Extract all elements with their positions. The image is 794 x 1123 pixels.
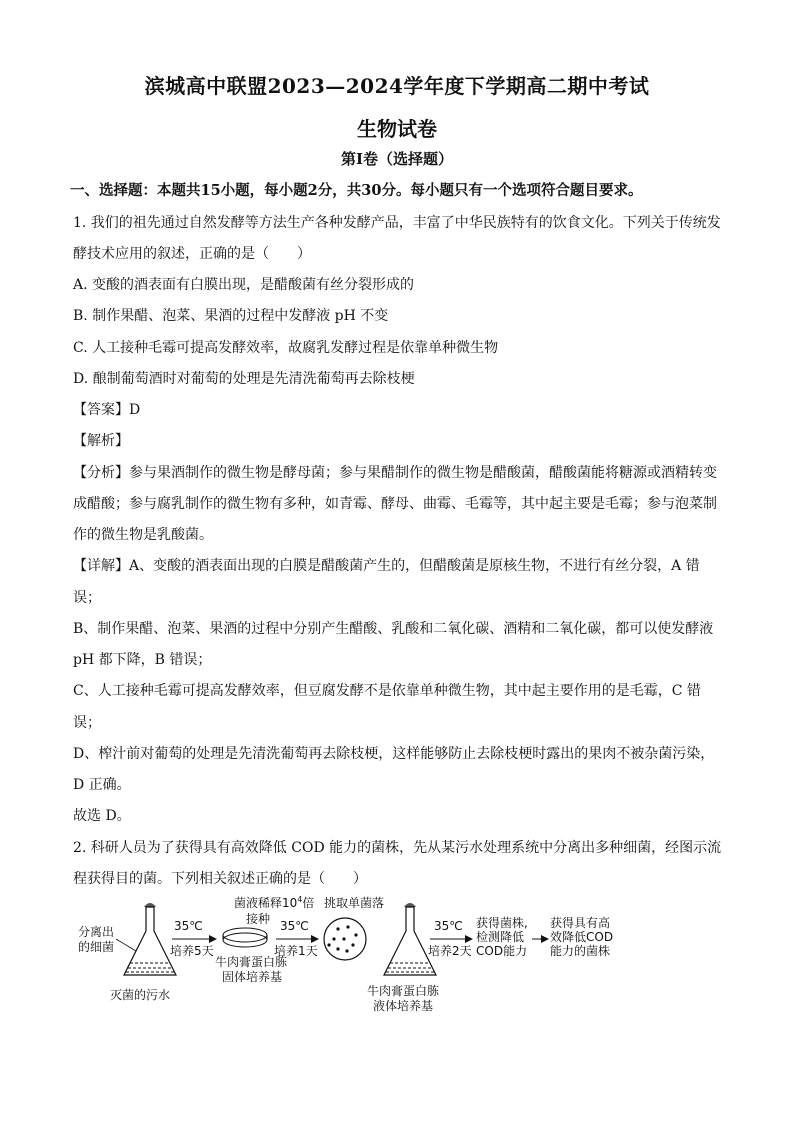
- q1-option-d: D. 酿制葡萄酒时对葡萄的处理是先清洗葡萄再去除枝梗: [73, 371, 415, 387]
- q1-option-b: B. 制作果醋、泡菜、果酒的过程中发酵液 pH 不变: [73, 308, 389, 324]
- analysis-line: 作的微生物是乳酸菌。: [73, 527, 213, 543]
- culture-label-3: 培养2天: [428, 944, 472, 958]
- q1-option-a: A. 变酸的酒表面有白膜出现，是醋酸菌有丝分裂形成的: [73, 277, 415, 293]
- q2-stem-line1: 2. 科研人员为了获得具有高效降低 COD 能力的菌株，先从某污水处理系统中分离出多种细菌，经图示流: [73, 840, 722, 856]
- q1-answer: 【答案】D: [73, 402, 141, 418]
- analysis-line: D、榨汁前对葡萄的处理是先清洗葡萄再去除枝梗，这样能够防止去除枝梗时露出的果肉不被杂菌污染，: [73, 746, 715, 762]
- colony-plate-icon: [324, 918, 366, 960]
- liquid-medium-label-2: 液体培养基: [373, 999, 434, 1013]
- liquid-medium-label-1: 牛肉膏蛋白胨: [367, 984, 440, 998]
- analysis-line: D 正确。: [73, 777, 131, 793]
- q1-analysis-label: 【解析】: [73, 433, 129, 449]
- analysis-line: 成醋酸；参与腐乳制作的微生物有多种，如青霉、酵母、曲霉、毛霉等，其中起主要是毛霉；参与泡菜制: [73, 496, 717, 512]
- solid-medium-label-1: 牛肉膏蛋白胨: [215, 955, 288, 969]
- analysis-line: pH 都下降，B 错误；: [73, 652, 212, 668]
- obtain-strain-label-1: 获得菌株,: [476, 916, 528, 930]
- pick-colony-label: 挑取单菌落: [324, 896, 385, 910]
- temp-label-2: 35℃: [280, 919, 309, 933]
- q2-stem-line2: 程获得目的菌。下列相关叙述正确的是（ ）: [73, 871, 367, 887]
- temp-label-3: 35℃: [434, 919, 463, 933]
- obtain-strain-label-3: COD能力: [476, 944, 528, 958]
- flask-icon-1: [116, 903, 176, 975]
- subject-title: 生物试卷: [357, 117, 437, 141]
- flow-diagram: [70, 893, 630, 1018]
- culture-label-1: 培养5天: [170, 944, 214, 958]
- q1-option-c: C. 人工接种毛霉可提高发酵效率，故腐乳发酵过程是依靠单种微生物: [73, 340, 499, 356]
- flask-icon-2: [384, 903, 436, 975]
- analysis-line: 误；: [73, 715, 101, 731]
- temp-label-1: 35℃: [174, 919, 203, 933]
- culture-label-2: 培养1天: [274, 944, 318, 958]
- section-heading: 一、选择题：本题共15小题，每小题2分，共30分。每小题只有一个选项符合题目要求。: [70, 182, 643, 199]
- inoculate-label: 接种: [246, 912, 271, 926]
- exam-title: 滨城高中联盟2023—2024学年度下学期高二期中考试: [144, 74, 650, 98]
- isolated-bacteria-label: 分离出: [78, 925, 115, 939]
- sterilized-sewage-label: 灭菌的污水: [110, 988, 171, 1002]
- volume-title: 第Ⅰ卷（选择题）: [340, 150, 454, 168]
- final-strain-label-1: 获得具有高: [550, 916, 611, 930]
- analysis-line: B、制作果醋、泡菜、果酒的过程中分别产生醋酸、乳酸和二氧化碳、酒精和二氧化碳，都可以使发酵液: [73, 621, 714, 637]
- q1-stem-line2: 酵技术应用的叙述，正确的是（ ）: [73, 246, 311, 262]
- analysis-line: C、人工接种毛霉可提高发酵效率，但豆腐发酵不是依靠单种微生物，其中起主要作用的是毛霉，C 错: [73, 683, 701, 699]
- analysis-line: 故选 D。: [73, 808, 131, 824]
- analysis-line: 【详解】A、变酸的酒表面出现的白膜是醋酸菌产生的，但醋酸菌是原核生物，不进行有丝分裂，A 错: [73, 558, 700, 574]
- solid-medium-label-2: 固体培养基: [222, 970, 283, 984]
- final-strain-label-3: 能力的菌株: [550, 944, 611, 958]
- isolated-bacteria-label-2: 的细菌: [78, 940, 115, 954]
- analysis-line: 【分析】参与果酒制作的微生物是酵母菌；参与果醋制作的微生物是醋酸菌，醋酸菌能将糖源或酒精转变: [73, 465, 717, 481]
- dilution-label: 菌液稀释$10^4$倍: [234, 895, 315, 910]
- analysis-line: 误；: [73, 590, 101, 606]
- q1-stem-line1: 1. 我们的祖先通过自然发酵等方法生产各种发酵产品，丰富了中华民族特有的饮食文化。下列关于传统发: [73, 215, 721, 231]
- final-strain-label-2: 效降低COD: [550, 930, 614, 944]
- obtain-strain-label-2: 检测降低: [476, 930, 525, 944]
- petri-dish-icon: [223, 928, 267, 947]
